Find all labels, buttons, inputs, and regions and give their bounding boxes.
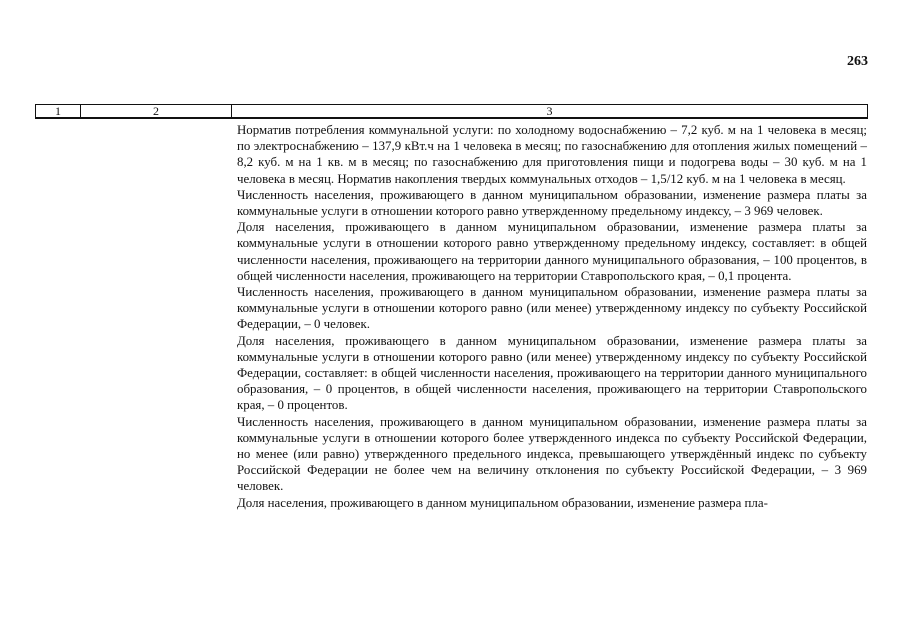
table-header-row	[35, 104, 868, 119]
table-header-col-3: 3	[546, 104, 553, 118]
page-number: 263	[847, 54, 868, 69]
paragraph-share-equal-limit: Доля населения, проживающего в данном муниципальном образовании, изменение размера платы за коммунальные услуги в отношении которого равно утвержденному предельному индексу, составляет: в общей численности населения, проживающего на территории данного муниципального образования, – 100 процентов, в общей численности населения, проживающего на территории Ставропольского края, – 0,1 процента.	[237, 220, 867, 283]
paragraph-population-equal-limit: Численность населения, проживающего в данном муниципальном образовании, изменение размера платы за коммунальные услуги в отношении которого равно утвержденному предельному индексу, – 3 969 человек.	[237, 187, 867, 219]
document-body	[237, 122, 867, 511]
paragraph-share-below-index: Доля населения, проживающего в данном муниципальном образовании, изменение размера платы за коммунальные услуги в отношении которого равно (или менее) утвержденному индексу по субъекту Российской Федерации, составляет: в общей численности населения, проживающего на территории данного муниципального образования, – 0 процентов, в общей численности населения, проживающего на территории Ставропольского края, – 0 процентов.	[237, 333, 867, 413]
table-header-col-2: 2	[81, 105, 232, 117]
paragraph-population-above-index: Численность населения, проживающего в данном муниципальном образовании, изменение размера платы за коммунальные услуги в отношении которого более утвержденного индекса по субъекту Российской Федерации, но менее (или равно) утвержденного предельного индекса, превышающего утверждённый индекс по субъекту Российской Федерации не более чем на величину отклонения по субъекту Российской Федерации, – 3 969 человек.	[237, 414, 867, 494]
paragraph-share-continued: Доля населения, проживающего в данном муниципальном образовании, изменение размера пла-	[237, 495, 768, 510]
paragraph-population-below-index: Численность населения, проживающего в данном муниципальном образовании, изменение размера платы за коммунальные услуги в отношении которого равно (или менее) утвержденному индексу по субъекту Российской Федерации, – 0 человек.	[237, 285, 867, 332]
table-header-col-1: 1	[36, 105, 81, 117]
paragraph-consumption-norms: Норматив потребления коммунальной услуги: по холодному водоснабжению – 7,2 куб. м на 1 человека в месяц; по электроснабжению – 137,9 кВт.ч на 1 человека в месяц; по газоснабжению для отопления жилых помещений – 8,2 куб. м на 1 кв. м в месяц; по газоснабжению для приготовления пищи и подогрева воды – 30 куб. м на 1 человека в месяц. Норматив накопления твердых коммунальных отходов – 1,5/12 куб. м на 1 человека в месяц.	[237, 123, 867, 186]
